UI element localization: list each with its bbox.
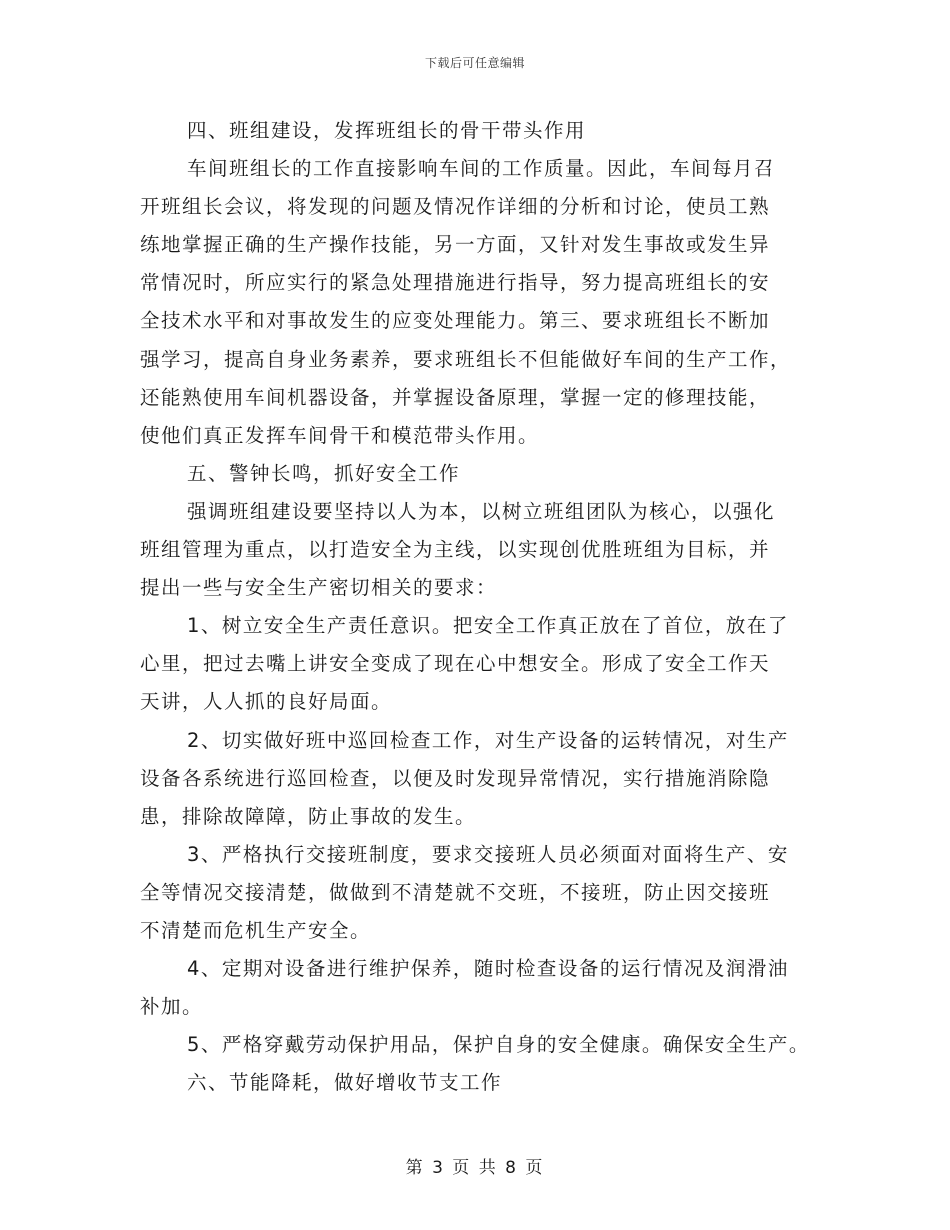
body-line: 强学习，提高自身业务素养，要求班组长不但能做好车间的生产工作， bbox=[140, 347, 792, 371]
body-line: 班组管理为重点，以打造安全为主线，以实现创优胜班组为目标，并 bbox=[140, 538, 771, 562]
body-line: 强调班组建设要坚持以人为本，以树立班组团队为核心，以强化 bbox=[187, 499, 776, 523]
body-line: 补加。 bbox=[140, 995, 204, 1019]
body-line: 六、节能降耗，做好增收节支工作 bbox=[187, 1071, 503, 1095]
body-line: 不清楚而危机生产安全。 bbox=[140, 918, 372, 942]
body-line: 4、定期对设备进行维护保养，随时检查设备的运行情况及润滑油 bbox=[187, 957, 789, 981]
body-line: 开班组长会议，将发现的问题及情况作详细的分析和讨论，使员工熟 bbox=[140, 195, 771, 219]
body-line: 5、严格穿戴劳动保护用品，保护自身的安全健康。确保安全生产。 bbox=[187, 1033, 810, 1057]
body-line: 患，排除故障障，防止事故的发生。 bbox=[140, 804, 477, 828]
body-line: 车间班组长的工作直接影响车间的工作质量。因此，车间每月召 bbox=[187, 157, 776, 181]
body-line: 1、树立安全生产责任意识。把安全工作真正放在了首位，放在了 bbox=[187, 614, 789, 638]
body-line: 常情况时，所应实行的紧急处理措施进行指导，努力提高班组长的安 bbox=[140, 271, 771, 295]
body-line: 使他们真正发挥车间骨干和模范带头作用。 bbox=[140, 423, 540, 447]
body-line: 还能熟使用车间机器设备，并掌握设备原理，掌握一定的修理技能， bbox=[140, 385, 771, 409]
body-line: 提出一些与安全生产密切相关的要求： bbox=[140, 576, 498, 600]
body-line: 3、严格执行交接班制度，要求交接班人员必须面对面将生产、安 bbox=[187, 842, 789, 866]
body-line: 天讲，人人抓的良好局面。 bbox=[140, 690, 393, 714]
body-line: 五、警钟长鸣，抓好安全工作 bbox=[187, 461, 461, 485]
body-line: 全技术水平和对事故发生的应变处理能力。第三、要求班组长不断加 bbox=[140, 309, 771, 333]
document-body bbox=[140, 112, 820, 1102]
body-line: 四、班组建设，发挥班组长的骨干带头作用 bbox=[187, 119, 587, 142]
page-footer: 第 3 页 共 8 页 bbox=[405, 1158, 545, 1178]
body-line: 全等情况交接清楚，做做到不清楚就不交班，不接班，防止因交接班 bbox=[140, 880, 771, 904]
body-line: 心里，把过去嘴上讲安全变成了现在心中想安全。形成了安全工作天 bbox=[140, 652, 771, 676]
header-note: 下载后可任意编辑 bbox=[424, 56, 525, 70]
body-line: 设备各系统进行巡回检查，以便及时发现异常情况，实行措施消除隐 bbox=[140, 766, 771, 790]
body-line: 练地掌握正确的生产操作技能，另一方面，又针对发生事故或发生异 bbox=[140, 233, 771, 257]
body-line: 2、切实做好班中巡回检查工作，对生产设备的运转情况，对生产 bbox=[187, 728, 789, 752]
